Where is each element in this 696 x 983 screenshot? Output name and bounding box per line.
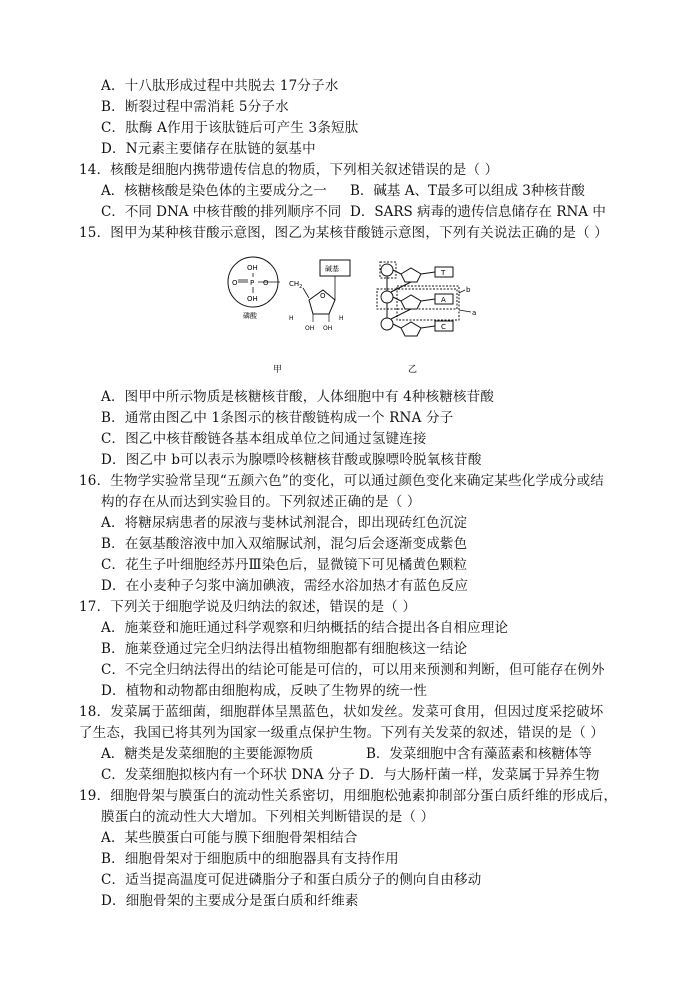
q17-option-d: D．植物和动物都由细胞构成，反映了生物界的统一性 xyxy=(101,683,428,699)
q18-option-b: B．发菜细胞中含有藻蓝素和核糖体等 xyxy=(366,746,592,762)
q18-stem-line2: 了生态，我国已将其列为国家一级重点保护生物。下列有关发菜的叙述，错误的是（ ） xyxy=(79,725,605,741)
q15-stem: 15．图甲为某种核苷酸示意图，图乙为某核苷酸链示意图，下列有关说法正确的是（ ） xyxy=(79,225,608,241)
sugar-h-2: H xyxy=(339,315,344,322)
q17-option-c: C．不完全归纳法得出的结论可能是可信的，可以用来预测和判断，但可能存在例外 xyxy=(101,662,605,678)
q19-option-a: A．某些膜蛋白可能与膜下细胞骨架相结合 xyxy=(101,830,358,846)
phosphate-o-left: O xyxy=(232,279,238,287)
ch2-label: $CH_2$ xyxy=(289,280,303,290)
q19-option-c: C．适当提高温度可促进磷脂分子和蛋白质分子的侧向自由移动 xyxy=(101,872,482,888)
q13-option-d: D．N元素主要储存在肽链的氨基中 xyxy=(101,141,316,157)
q15-option-b: B．通常由图乙中 1条图示的核苷酸链构成一个 RNA 分子 xyxy=(101,410,454,426)
q14-option-a: A．核糖核酸是染色体的主要成分之一 xyxy=(101,183,327,199)
q15-option-c: C．图乙中核苷酸链各基本组成单位之间通过氢键连接 xyxy=(101,431,427,447)
q13-option-b: B．断裂过程中需消耗 5分子水 xyxy=(101,99,289,115)
q17-stem: 17．下列关于细胞学说及归纳法的叙述，错误的是（ ） xyxy=(79,599,417,615)
sugar-h-1: H xyxy=(289,315,294,322)
q14-option-d: D．SARS 病毒的遗传信息储存在 RNA 中 xyxy=(350,204,606,220)
q14-row-ab xyxy=(101,182,661,201)
q16-stem-line1: 16．生物学实验常呈现“五颜六色”的变化，可以通过颜色变化来确定某些化学成分或结 xyxy=(79,473,604,489)
marker-a: a xyxy=(472,309,477,317)
q19-option-b: B．细胞骨架对于细胞质中的细胞器具有支持作用 xyxy=(101,851,399,867)
sugar-oh-2: OH xyxy=(323,325,333,332)
q16-option-c: C．花生子叶细胞经苏丹Ⅲ染色后，显微镜下可见橘黄色颗粒 xyxy=(101,557,468,573)
phosphate-oh-bottom: OH xyxy=(247,295,258,303)
q18-option-a: A．糖类是发菜细胞的主要能源物质 xyxy=(101,746,314,762)
phosphate-o-right: O xyxy=(263,279,269,287)
q18-row-ab xyxy=(101,745,661,764)
q14-row-cd xyxy=(101,203,661,222)
base-a-label: A xyxy=(441,296,446,304)
q14-stem: 14．核酸是细胞内携带遗传信息的物质，下列相关叙述错误的是（ ） xyxy=(79,162,499,178)
q19-stem-line1: 19．细胞骨架与膜蛋白的流动性关系密切，用细胞松弛素抑制部分蛋白质纤维的形成后， xyxy=(79,788,618,804)
q18-option-c: C．发菜细胞拟核内有一个环状 DNA 分子 xyxy=(101,767,355,783)
q17-option-a: A．施莱登和施旺通过科学观察和归纳概括的结合提出各自相应理论 xyxy=(101,620,509,636)
marker-b: b xyxy=(466,286,471,294)
base-c-label: C xyxy=(441,323,446,331)
base-t-label: T xyxy=(441,269,446,277)
q16-option-a: A．将糖尿病患者的尿液与斐林试剂混合，即出现砖红色沉淀 xyxy=(101,515,468,531)
q19-stem-line2: 膜蛋白的流动性大大增加。下列相关判断错误的是（ ） xyxy=(101,809,435,825)
q17-option-b: B．施莱登通过完全归纳法得出植物细胞都有细胞核这一结论 xyxy=(101,641,468,657)
base-label: 碱基 xyxy=(325,265,339,273)
q16-option-d: D．在小麦种子匀浆中滴加碘液，需经水浴加热才有蓝色反应 xyxy=(101,578,469,594)
q16-stem-line2: 构的存在从而达到实验目的。下列叙述正确的是（ ） xyxy=(101,494,421,510)
q15-option-d: D．图乙中 b可以表示为腺嘌呤核糖核苷酸或腺嘌呤脱氧核苷酸 xyxy=(101,452,482,468)
phosphate-label: 磷酸 xyxy=(243,312,257,320)
q14-option-b: B．碱基 A、T最多可以组成 3种核苷酸 xyxy=(350,183,585,199)
q19-option-d: D．细胞骨架的主要成分是蛋白质和纤维素 xyxy=(101,893,359,909)
sugar-oh-1: OH xyxy=(305,325,315,332)
q18-stem-line1: 18．发菜属于蓝细菌，细胞群体呈黑蓝色，状如发丝。发菜可食用，但因过度采挖破坏 xyxy=(79,704,604,720)
sugar-o: O xyxy=(320,292,326,300)
q18-option-d: D．与大肠杆菌一样，发菜属于异养生物 xyxy=(359,767,600,783)
q13-option-a: A．十八肽形成过程中共脱去 17分子水 xyxy=(101,78,339,94)
caption-yi: 乙 xyxy=(408,365,418,375)
phosphate-oh-top: OH xyxy=(247,264,258,272)
q15-figure xyxy=(225,252,485,382)
nucleotide-chain xyxy=(377,262,471,336)
caption-jia: 甲 xyxy=(273,365,283,375)
q13-option-c: C．肽酶 A作用于该肽链后可产生 3条短肽 xyxy=(101,120,359,136)
q15-option-a: A．图甲中所示物质是核糖核苷酸，人体细胞中有 4种核糖核苷酸 xyxy=(101,389,495,405)
q18-row-cd xyxy=(101,766,661,785)
phosphate-p: P xyxy=(250,279,255,287)
q16-option-b: B．在氨基酸溶液中加入双缩脲试剂，混匀后会逐渐变成紫色 xyxy=(101,536,468,552)
q14-option-c: C．不同 DNA 中核苷酸的排列顺序不同 xyxy=(101,204,342,220)
